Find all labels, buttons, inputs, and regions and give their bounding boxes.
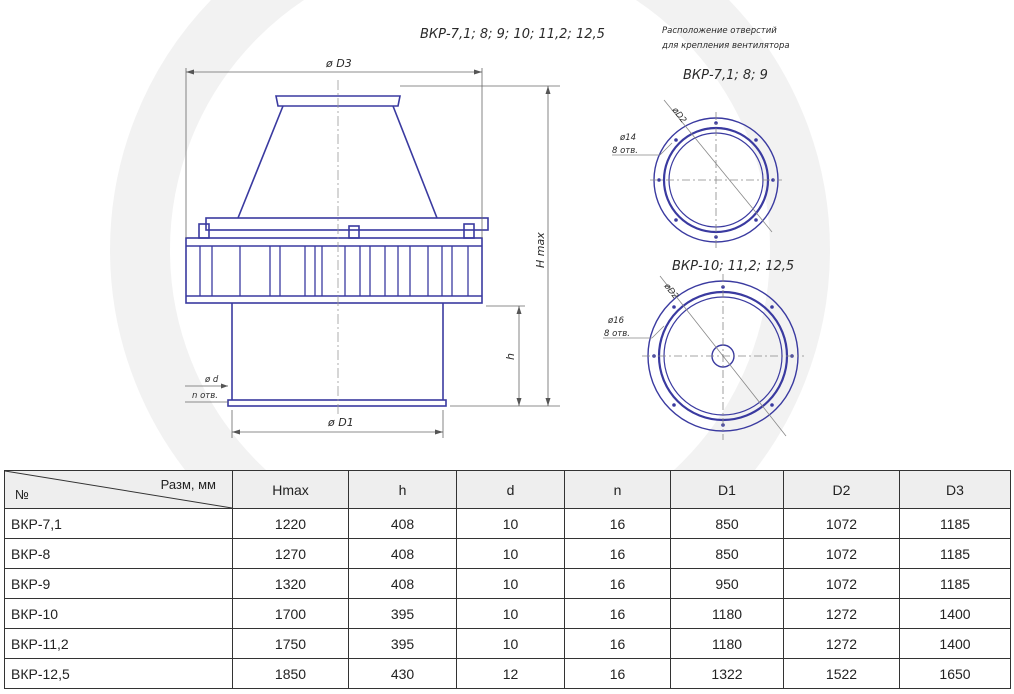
view1-title: ВКР-7,1; 8; 9 xyxy=(683,68,768,83)
value-cell: 1185 xyxy=(900,569,1011,599)
value-cell: 16 xyxy=(565,599,671,629)
holes-note-line2: для крепления вентилятора xyxy=(662,41,790,51)
corner-number-label: № xyxy=(15,487,29,502)
value-cell: 1322 xyxy=(671,659,784,689)
table-header-row xyxy=(5,471,1011,509)
value-cell: 1272 xyxy=(784,599,900,629)
value-cell: 1320 xyxy=(233,569,349,599)
column-header: n xyxy=(565,471,671,509)
model-cell: ВКР-9 xyxy=(5,569,233,599)
value-cell: 16 xyxy=(565,539,671,569)
column-header: h xyxy=(349,471,457,509)
column-header: Hmax xyxy=(233,471,349,509)
bolt-left xyxy=(199,224,209,238)
value-cell: 10 xyxy=(457,509,565,539)
value-cell: 12 xyxy=(457,659,565,689)
column-header: D2 xyxy=(784,471,900,509)
side-dimensions xyxy=(185,68,560,438)
value-cell: 1180 xyxy=(671,629,784,659)
bolt-center xyxy=(349,226,359,238)
model-cell: ВКР-12,5 xyxy=(5,659,233,689)
table-row xyxy=(5,629,1011,659)
value-cell: 1270 xyxy=(233,539,349,569)
dim-d2-top-label: øD2 xyxy=(669,105,689,126)
corner-dimensions-label: Разм, мм xyxy=(160,477,216,492)
hole1-size-label: ø14 xyxy=(620,133,637,143)
view2-title: ВКР-10; 11,2; 12,5 xyxy=(672,259,795,274)
column-header: D3 xyxy=(900,471,1011,509)
hood-left-edge xyxy=(238,106,283,218)
value-cell: 10 xyxy=(457,539,565,569)
value-cell: 408 xyxy=(349,509,457,539)
impeller-band xyxy=(186,238,482,303)
value-cell: 1220 xyxy=(233,509,349,539)
value-cell: 1522 xyxy=(784,659,900,689)
table-corner-cell xyxy=(5,471,233,509)
table-row xyxy=(5,539,1011,569)
fan-side-view xyxy=(186,96,488,406)
value-cell: 1750 xyxy=(233,629,349,659)
dim-n-holes-label: n отв. xyxy=(192,391,218,401)
model-cell: ВКР-11,2 xyxy=(5,629,233,659)
value-cell: 1072 xyxy=(784,509,900,539)
value-cell: 395 xyxy=(349,629,457,659)
value-cell: 1180 xyxy=(671,599,784,629)
value-cell: 10 xyxy=(457,599,565,629)
hole2-size-label: ø16 xyxy=(608,316,625,326)
bolt-right xyxy=(464,224,474,238)
hole1-count-label: 8 отв. xyxy=(612,146,638,156)
dim-d1-label: ø D1 xyxy=(328,416,354,429)
drawing-title: ВКР-7,1; 8; 9; 10; 11,2; 12,5 xyxy=(420,27,605,42)
column-header: d xyxy=(457,471,565,509)
value-cell: 1185 xyxy=(900,509,1011,539)
table-row xyxy=(5,569,1011,599)
value-cell: 1072 xyxy=(784,539,900,569)
value-cell: 850 xyxy=(671,509,784,539)
model-cell: ВКР-8 xyxy=(5,539,233,569)
value-cell: 1400 xyxy=(900,629,1011,659)
value-cell: 395 xyxy=(349,599,457,629)
value-cell: 950 xyxy=(671,569,784,599)
dim-d3-label: ø D3 xyxy=(326,57,352,70)
model-cell: ВКР-10 xyxy=(5,599,233,629)
value-cell: 1650 xyxy=(900,659,1011,689)
value-cell: 1400 xyxy=(900,599,1011,629)
value-cell: 1185 xyxy=(900,539,1011,569)
dimensions-table xyxy=(4,470,1011,689)
column-header: D1 xyxy=(671,471,784,509)
value-cell: 1272 xyxy=(784,629,900,659)
table-row xyxy=(5,599,1011,629)
hood-right-edge xyxy=(393,106,437,218)
value-cell: 10 xyxy=(457,569,565,599)
hood-base-plate xyxy=(206,218,488,230)
holes-note-line1: Расположение отверстий xyxy=(662,26,777,36)
table-row xyxy=(5,509,1011,539)
value-cell: 1700 xyxy=(233,599,349,629)
dim-d-label: ø d xyxy=(205,375,219,385)
value-cell: 430 xyxy=(349,659,457,689)
value-cell: 408 xyxy=(349,569,457,599)
value-cell: 1072 xyxy=(784,569,900,599)
table-row xyxy=(5,659,1011,689)
model-cell: ВКР-7,1 xyxy=(5,509,233,539)
dim-hmax-label: H max xyxy=(534,232,547,268)
dim-h-label: h xyxy=(504,353,517,360)
dimension-arrows xyxy=(186,70,551,435)
value-cell: 16 xyxy=(565,569,671,599)
value-cell: 10 xyxy=(457,629,565,659)
value-cell: 408 xyxy=(349,539,457,569)
value-cell: 16 xyxy=(565,629,671,659)
value-cell: 16 xyxy=(565,509,671,539)
value-cell: 16 xyxy=(565,659,671,689)
hole2-count-label: 8 отв. xyxy=(604,329,630,339)
dim-d2-bottom-label: øD2 xyxy=(661,281,681,302)
value-cell: 850 xyxy=(671,539,784,569)
impeller-blades xyxy=(200,246,468,296)
value-cell: 1850 xyxy=(233,659,349,689)
duct-flange xyxy=(228,400,446,406)
